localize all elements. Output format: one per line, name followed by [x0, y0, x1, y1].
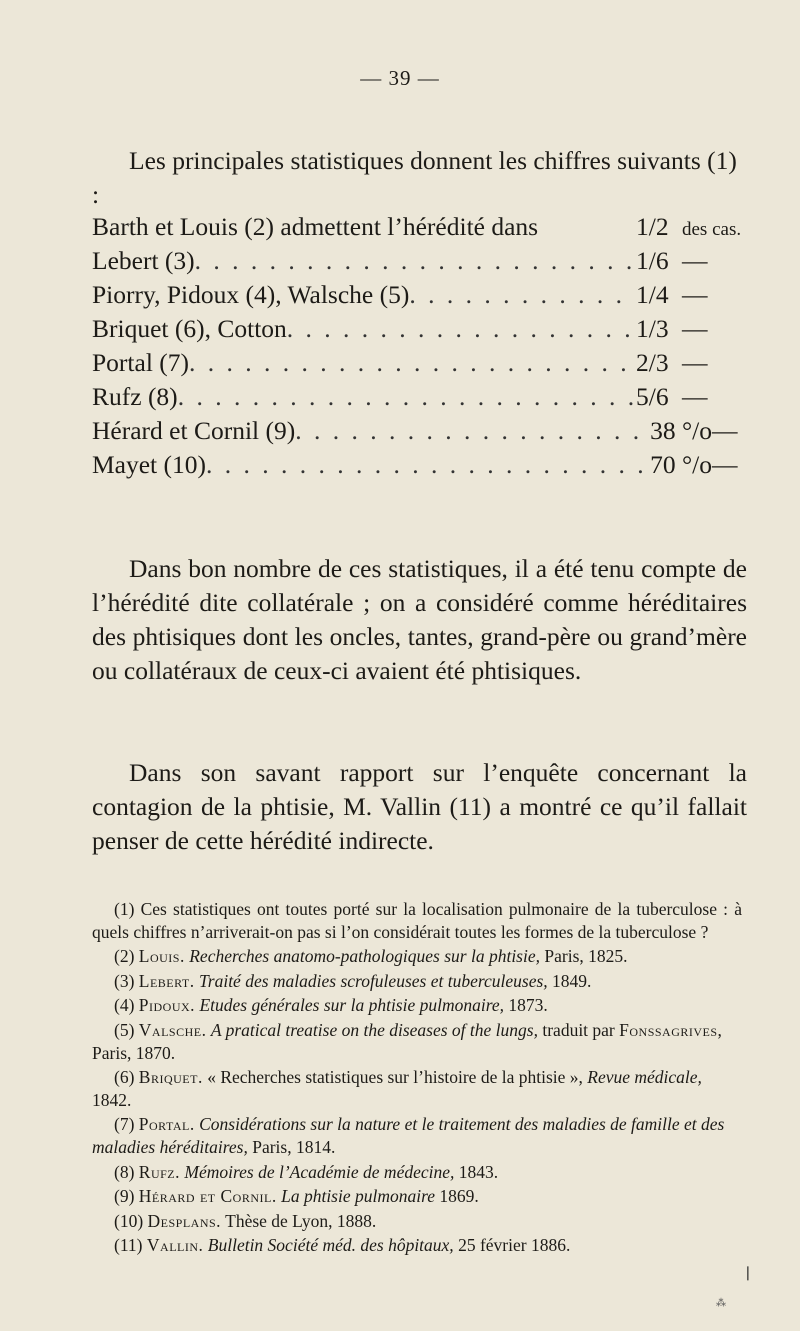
stat-row [92, 280, 752, 314]
stat-suffix: — [682, 246, 708, 275]
leader-dots [195, 246, 636, 276]
stat-value: 1/4 [636, 280, 669, 309]
stat-source: Barth et Louis (2) admettent l’hérédité dans [92, 212, 539, 241]
stat-row [92, 314, 752, 348]
footnote: (11) Vallin. Bulletin Société méd. des hôpitaux, 25 février 1886. [114, 1235, 571, 1256]
leader-dots [189, 348, 636, 378]
footnote: (8) Rufz. Mémoires de l’Académie de médecine, 1843. [114, 1161, 499, 1182]
stat-row [92, 416, 752, 450]
leader-dots [409, 280, 636, 310]
leader-dots [295, 416, 650, 446]
footnote: (1) Ces statistiques ont toutes porté sur la localisation pulmonaire de la tuberculose : à quels chiffres n’arriverait-on pas si l’on considérait toutes les formes de la tuberculose ? [92, 899, 742, 942]
stat-suffix: — [682, 280, 708, 309]
stat-source: Hérard et Cornil (9) [92, 416, 296, 445]
stat-suffix: — [682, 382, 708, 411]
stat-suffix: des cas. [682, 219, 742, 240]
footnote: (5) Valsche. A pratical treatise on the diseases of the lungs, traduit par Fonssagrives, Paris, 1870. [92, 1019, 723, 1063]
stat-value: 70 °/o [650, 450, 712, 479]
ink-speck: ⁂ [716, 1298, 726, 1309]
stat-row [92, 212, 752, 246]
stat-source: Lebert (3) [92, 246, 195, 275]
stat-row [92, 246, 752, 280]
leader-dots [287, 314, 636, 344]
footnotes [92, 898, 742, 1259]
paragraph-heredity: Dans bon nombre de ces statistiques, il a été tenu compte de l’hérédité dite collatérale ; on a considéré comme héréditaires des phtisiques dont les oncles, tantes, grand-père ou grand’mère ou collatéraux de ceux-ci avaient été phtisiques. [92, 554, 747, 685]
stat-suffix: — [682, 348, 708, 377]
ink-speck: ❘ [742, 1266, 754, 1281]
stat-value: 2/3 [636, 348, 669, 377]
leader-dots [206, 450, 650, 480]
page-number: — 39 — [360, 66, 440, 90]
stat-row [92, 348, 752, 382]
stat-source: Mayet (10) [92, 450, 207, 479]
stat-value: 1/6 [636, 246, 669, 275]
intro-paragraph: Les principales statistiques donnent les chiffres suivants (1) : [92, 146, 737, 209]
footnote: (10) Desplans. Thèse de Lyon, 1888. [114, 1210, 377, 1231]
footnote: (2) Louis. Recherches anatomo-pathologiques sur la phtisie, Paris, 1825. [114, 946, 628, 967]
leader-dots [178, 382, 636, 412]
footnote: (3) Lebert. Traité des maladies scrofuleuses et tuberculeuses, 1849. [114, 970, 592, 991]
stat-value: 1/3 [636, 314, 669, 343]
stat-source: Briquet (6), Cotton [92, 314, 287, 343]
stat-source: Piorry, Pidoux (4), Walsche (5) [92, 280, 410, 309]
stat-value: 1/2 [636, 212, 669, 241]
stat-source: Rufz (8) [92, 382, 178, 411]
statistics-list [92, 212, 752, 484]
stat-row [92, 382, 752, 416]
paragraph-vallin: Dans son savant rapport sur l’enquête concernant la contagion de la phtisie, M. Vallin (11) a montré ce qu’il fallait penser de cette hérédité indirecte. [92, 758, 747, 855]
stat-suffix: — [682, 314, 708, 343]
footnote: (4) Pidoux. Etudes générales sur la phtisie pulmonaire, 1873. [114, 995, 548, 1016]
footnote: (6) Briquet. « Recherches statistiques sur l’histoire de la phtisie », Revue médicale, 1842. [92, 1067, 702, 1110]
stat-suffix: — [712, 450, 738, 479]
stat-row [92, 450, 752, 484]
footnote: (9) Hérard et Cornil. La phtisie pulmonaire 1869. [114, 1186, 479, 1207]
stat-suffix: — [712, 416, 738, 445]
footnote: (7) Portal. Considérations sur la nature et le traitement des maladies de famille et des maladies héréditaires, Paris, 1814. [92, 1114, 725, 1157]
stat-source: Portal (7) [92, 348, 190, 377]
stat-value: 38 °/o [650, 416, 712, 445]
stat-value: 5/6 [636, 382, 669, 411]
